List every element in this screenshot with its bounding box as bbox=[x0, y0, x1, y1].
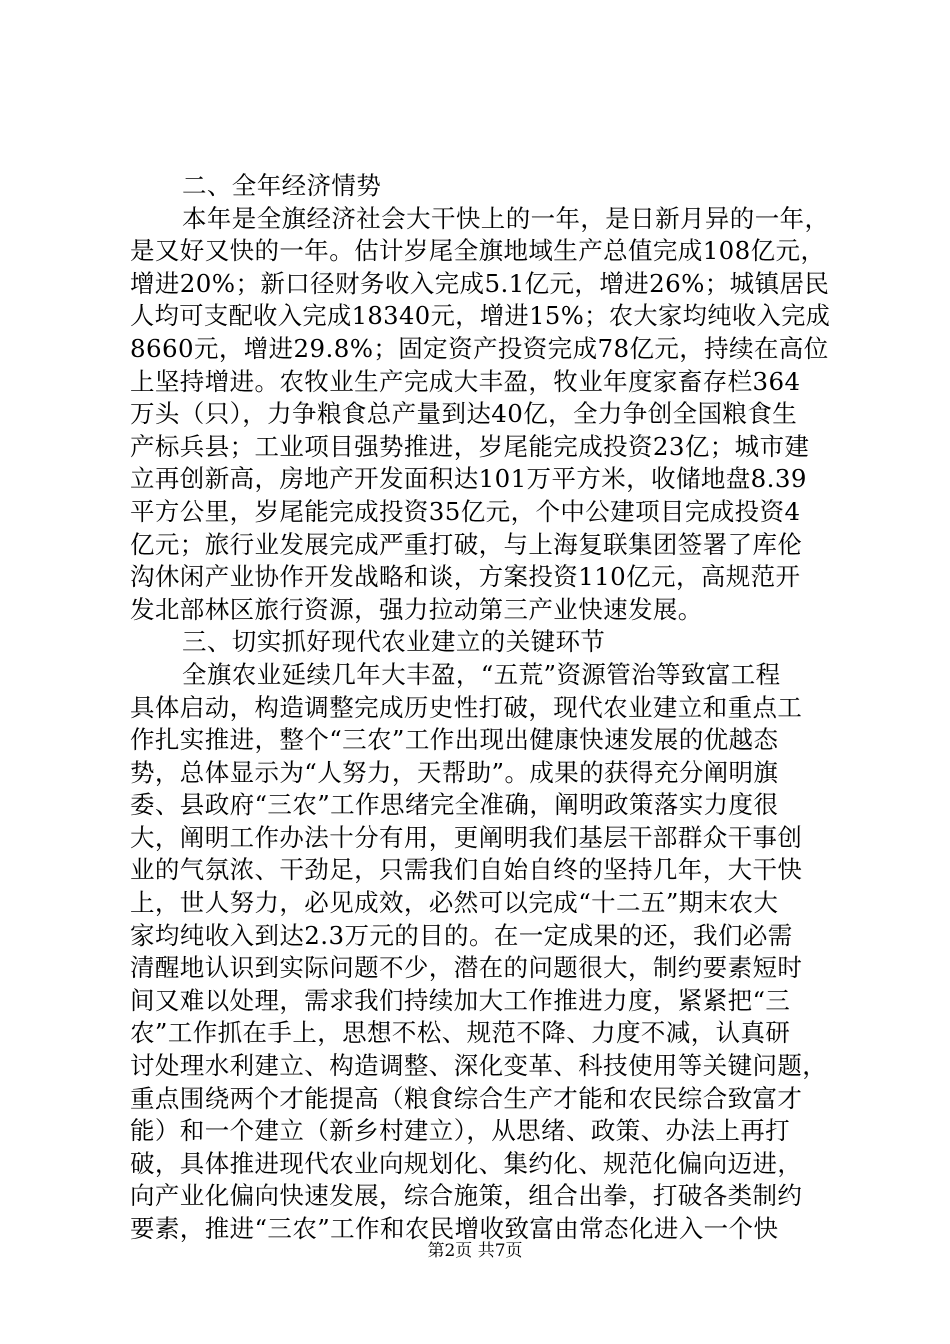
paragraph-line: 发北部林区旅行资源，强力拉动第三产业快速发展。 bbox=[130, 594, 703, 624]
paragraph-line: 平方公里，岁尾能完成投资35亿元，个中公建项目完成投资4 bbox=[130, 496, 801, 526]
paragraph-line: 本年是全旗经济社会大干快上的一年，是日新月异的一年， bbox=[182, 203, 830, 233]
paragraph-line: 能）和一个建立（新乡村建立），从思绪、政策、办法上再打 bbox=[130, 1116, 791, 1146]
paragraph-line: 是又好又快的一年。估计岁尾全旗地域生产总值完成108亿元， bbox=[130, 236, 826, 266]
paragraph-line: 重点围绕两个才能提高（粮食综合生产才能和农民综合致富才 bbox=[130, 1083, 803, 1113]
paragraph-line: 全旗农业延续几年大丰盈，“五荒”资源管治等致富工程 bbox=[182, 659, 781, 689]
paragraph-line: 讨处理水利建立、构造调整、深化变革、科技使用等关键问题， bbox=[130, 1051, 828, 1081]
paragraph-line: 清醒地认识到实际问题不少，潜在的问题很大，制约要素短时 bbox=[130, 953, 803, 983]
paragraph-line: 要素，推进“三农”工作和农民增收致富由常态化进入一个快 bbox=[130, 1214, 779, 1243]
paragraph-line: 大，阐明工作办法十分有用，更阐明我们基层干部群众干事创 bbox=[130, 822, 803, 852]
document-body bbox=[130, 170, 830, 1246]
page-number-footer: 第2页 共7页 bbox=[427, 1241, 523, 1261]
paragraph-line: 家均纯收入到达2.3万元的目的。在一定成果的还，我们必需 bbox=[130, 920, 793, 950]
paragraph-line: 作扎实推进，整个“三农”工作出现出健康快速发展的优越态 bbox=[130, 725, 779, 755]
paragraph-line: 产标兵县；工业项目强势推进，岁尾能完成投资23亿；城市建 bbox=[130, 431, 810, 461]
paragraph-line: 亿元；旅行业发展完成严重打破，与上海复联集团签署了库伦 bbox=[130, 529, 803, 559]
paragraph-line: 上坚持增进。农牧业生产完成大丰盈，牧业年度家畜存栏364 bbox=[130, 366, 801, 396]
paragraph-line: 万头（只），力争粮食总产量到达40亿，全力争创全国粮食生 bbox=[130, 399, 798, 429]
paragraph-line: 业的气氛浓、干劲足，只需我们自始自终的坚持几年，大干快 bbox=[130, 855, 803, 885]
paragraph-line: 增进20%；新口径财务收入完成5.1亿元，增进26%；城镇居民 bbox=[130, 268, 830, 298]
paragraph-line: 破，具体推进现代农业向规划化、集约化、规范化偏向迈进， bbox=[130, 1148, 803, 1178]
paragraph-line: 势，总体显示为“人努力，天帮助”。成果的获得充分阐明旗 bbox=[130, 757, 779, 787]
paragraph-line: 上，世人努力，必见成效，必然可以完成“十二五”期末农大 bbox=[130, 888, 779, 918]
paragraph-line: 立再创新高，房地产开发面积达101万平方米，收储地盘8.39 bbox=[130, 464, 807, 494]
paragraph-line: 委、县政府“三农”工作思绪完全准确，阐明政策落实力度很 bbox=[130, 790, 779, 820]
paragraph-line: 人均可支配收入完成18340元，增进15%；农大家均纯收入完成 bbox=[130, 302, 831, 331]
section-heading: 二、全年经济情势 bbox=[182, 171, 382, 200]
section-heading: 三、切实抓好现代农业建立的关键环节 bbox=[182, 627, 606, 657]
paragraph-line: 具体启动，构造调整完成历史性打破，现代农业建立和重点工 bbox=[130, 692, 803, 722]
paragraph-line: 农”工作抓在手上，思想不松、规范不降、力度不减，认真研 bbox=[130, 1018, 791, 1048]
paragraph-line: 8660元，增进29.8%；固定资产投资完成78亿元，持续在高位 bbox=[130, 333, 829, 363]
paragraph-line: 向产业化偏向快速发展，综合施策，组合出拳，打破各类制约 bbox=[130, 1181, 803, 1211]
paragraph-line: 间又难以处理，需求我们持续加大工作推进力度，紧紧把“三 bbox=[130, 985, 791, 1015]
paragraph-line: 沟休闲产业协作开发战略和谈，方案投资110亿元，高规范开 bbox=[130, 562, 801, 592]
